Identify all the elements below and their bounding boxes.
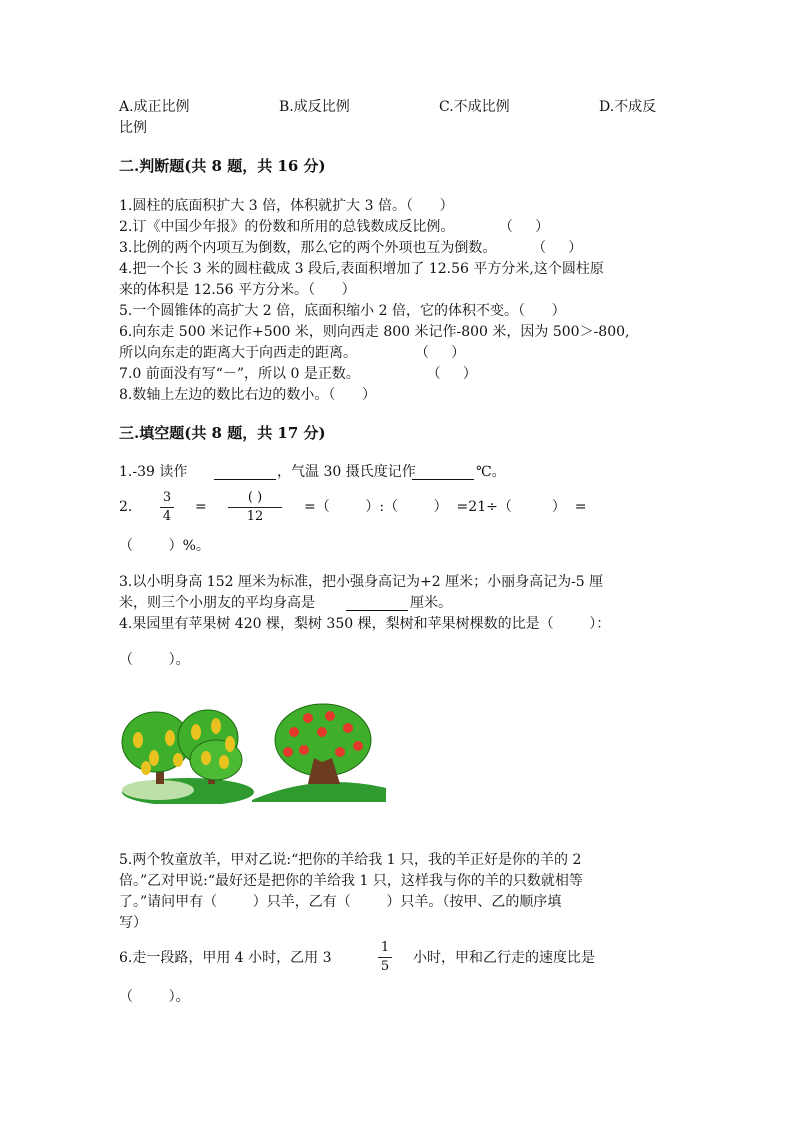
fill-q5-line2: 倍。”乙对甲说:“最好还是把你的羊给我 1 只，这样我与你的羊的只数就相等 — [119, 873, 583, 889]
fraction-numerator: ( ) — [247, 490, 263, 505]
fraction-numerator: 1 — [380, 940, 390, 955]
section3-heading: 三.填空题(共 8 题，共 17 分) — [119, 424, 326, 442]
fill-q4-line2: （ ）。 — [119, 652, 190, 668]
option-a: A.成正比例 — [119, 99, 190, 115]
section2-heading: 二.判断题(共 8 题，共 16 分) — [119, 157, 326, 175]
judge-item-8: 8.数轴上左边的数比右边的数小。（ ） — [119, 387, 377, 403]
fraction-bar — [378, 957, 392, 958]
fill-q1-part2: ，气温 30 摄氏度记作 — [277, 464, 416, 480]
option-c: C.不成比例 — [439, 99, 510, 115]
fraction-one-fifth — [378, 940, 392, 975]
fill-q3-line2b: 厘米。 — [410, 595, 452, 611]
fraction-denominator: 5 — [380, 959, 390, 974]
fraction-bar — [160, 507, 174, 508]
fill-q4-line1: 4.果园里有苹果树 420 棵，梨树 350 棵，梨树和苹果树棵数的比是（ ）： — [119, 616, 611, 632]
option-d-cont: 比例 — [119, 120, 147, 136]
fill-q2-label: 2. — [119, 499, 133, 515]
pear-trees-image — [122, 710, 254, 804]
apple-tree-image — [252, 704, 386, 802]
fraction-denominator: 12 — [246, 509, 264, 524]
fraction-numerator: 3 — [162, 490, 172, 505]
fraction-three-quarters — [160, 490, 174, 525]
answer-blank[interactable] — [214, 479, 276, 480]
fill-q6-part2: 小时，甲和乙行走的速度比是 — [413, 950, 595, 966]
equals-sign: = — [195, 499, 207, 515]
fill-q3-line1: 3.以小明身高 152 厘米为标准，把小强身高记为+2 厘米；小丽身高记为-5 厘 — [119, 574, 604, 590]
answer-blank[interactable] — [412, 479, 474, 480]
fill-q2-rest: =（ ）:（ ） =21÷（ ） = — [304, 499, 587, 515]
trees-illustration — [118, 702, 390, 804]
judge-item-1: 1.圆柱的底面积扩大 3 倍，体积就扩大 3 倍。（ ） — [119, 198, 454, 214]
answer-blank[interactable] — [346, 610, 408, 611]
judge-item-2: 2.订《中国少年报》的份数和所用的总钱数成反比例。 （ ） — [119, 219, 550, 235]
fill-q5-line3: 了。”请问甲有（ ）只羊，乙有（ ）只羊。（按甲、乙的顺序填 — [119, 894, 562, 910]
fill-q3-line2a: 米，则三个小朋友的平均身高是 — [119, 595, 315, 611]
judge-item-5: 5.一个圆锥体的高扩大 2 倍，底面积缩小 2 倍，它的体积不变。（ ） — [119, 303, 566, 319]
option-d: D.不成反 — [599, 99, 657, 115]
fraction-blank-over-12 — [228, 490, 282, 525]
fill-q5-line1: 5.两个牧童放羊，甲对乙说:“把你的羊给我 1 只，我的羊正好是你的羊的 2 — [119, 852, 582, 868]
fill-q6-line2: （ ）。 — [119, 989, 190, 1005]
judge-item-4: 4.把一个长 3 米的圆柱截成 3 段后,表面积增加了 12.56 平方分米,这个圆柱原 — [119, 261, 604, 277]
judge-item-7: 7.0 前面没有写“－”，所以 0 是正数。 （ ） — [119, 366, 477, 382]
judge-item-6-cont: 所以向东走的距离大于向西走的距离。 （ ） — [119, 345, 466, 361]
fraction-bar — [228, 507, 282, 508]
fraction-denominator: 4 — [162, 509, 172, 524]
fill-q2-line2: （ ）%。 — [119, 538, 210, 554]
fill-q6-part1: 6.走一段路，甲用 4 小时，乙用 3 — [119, 950, 332, 966]
option-b: B.成反比例 — [279, 99, 350, 115]
judge-item-4-cont: 来的体积是 12.56 平方分米。（ ） — [119, 282, 356, 298]
fill-q5-line4: 写） — [119, 915, 147, 931]
fill-q1-part3: ℃。 — [476, 464, 506, 480]
fill-q1-part1: 1.-39 读作 — [119, 464, 188, 480]
judge-item-6: 6.向东走 500 米记作+500 米，则向西走 800 米记作-800 米，因为 500＞-800, — [119, 324, 630, 340]
judge-item-3: 3.比例的两个内项互为倒数，那么它的两个外项也互为倒数。 （ ） — [119, 240, 583, 256]
